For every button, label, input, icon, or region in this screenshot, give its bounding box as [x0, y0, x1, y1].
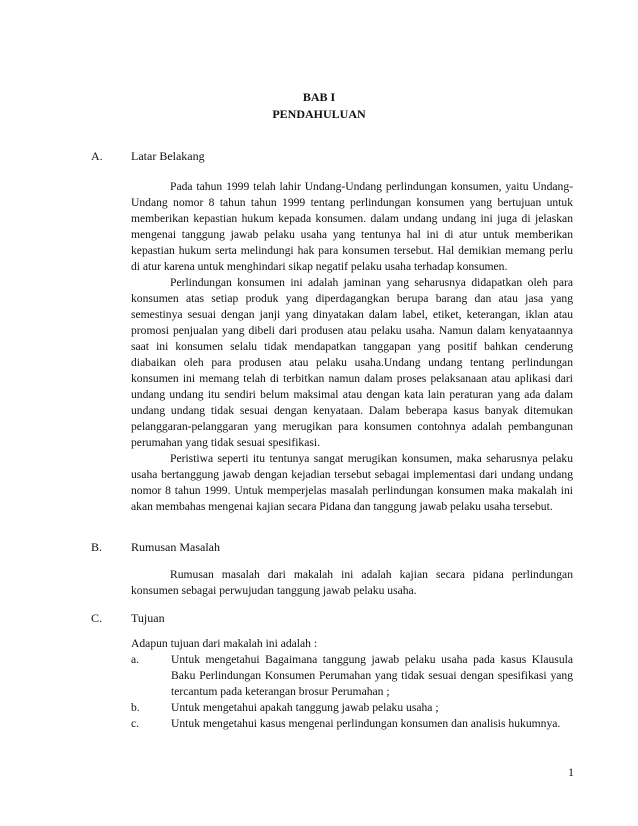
- section-c-letter: C.: [91, 611, 103, 625]
- section-c-intro-text: Adapun tujuan dari makalah ini adalah :: [131, 637, 318, 650]
- list-item: [131, 652, 573, 700]
- list-marker: c.: [131, 717, 140, 730]
- list-item-text: Untuk mengetahui kasus mengenai perlindungan konsumen dan analisis hukumnya.: [171, 717, 561, 730]
- section-a-paragraph-3: Peristiwa seperti itu tentunya sangat merugikan konsumen, maka seharusnya pelaku usaha bertanggung jawab dengan kejadian tersebut sebagai implementasi dari undang undang nomor 8 tahun 1999. Untuk memperjelas masalah perlindungan konsumen maka makalah ini akan membahas mengenai kajian secara Pidana dan tanggung jawab pelaku usaha tersebut.: [131, 452, 573, 513]
- section-a-paragraph-2: Perlindungan konsumen ini adalah jaminan yang seharusnya didapatkan oleh para konsumen atas setiap produk yang diperdagangkan berupa barang dan atau jasa yang semestinya sesuai dengan janji yang dinyatakan dalam label, etiket, keterangan, iklan atau promosi penjualan yang dibeli dari produsen atau pelaku usaha. Namun dalam kenyataannya saat ini konsumen selalu tidak mendapatkan tanggapan yang positif bahkan cenderung diabaikan oleh para produsen atau pelaku usaha.Undang undang tentang perlindungan konsumen ini memang telah di terbitkan namun dalam proses pelaksanaan atau aplikasi dari undang undang itu sendiri belum maksimal atau dengan kata lain peraturan yang ada dalam undang undang tidak sesuai dengan kenyataan. Dalam beberapa kasus banyak ditemukan pelanggaran-pelanggaran yang merugikan para konsumen contohnya adalah pembangunan perumahan yang tidak sesuai spesifikasi.: [131, 276, 573, 449]
- section-a-title: Latar Belakang: [131, 149, 205, 163]
- page-number: 1: [568, 765, 574, 779]
- section-b-title: Rumusan Masalah: [131, 540, 220, 554]
- list-item: [131, 700, 573, 716]
- list-item: [131, 716, 573, 732]
- chapter-number: BAB I: [302, 90, 336, 104]
- section-a-body: [131, 179, 573, 515]
- section-a-paragraph-1: Pada tahun 1999 telah lahir Undang-Undang perlindungan konsumen, yaitu Undang-Undang nomor 8 tahun tahun 1999 tentang perlindungan konsumen yang bertujuan untuk memberikan kepastian hukum kepada konsumen. dalam undang undang ini juga di jelaskan mengenai tanggung jawab pelaku usaha yang tentunya hal ini di atur untuk memberikan kepastian hukum serta melindungi hak para konsumen tersebut. Hal demikian memang perlu di atur karena untuk menghindari sikap negatif pelaku usaha terhadap konsumen.: [131, 180, 573, 273]
- section-b-body: [131, 567, 573, 599]
- section-b-paragraph-1: Rumusan masalah dari makalah ini adalah kajian secara pidana perlindungan konsumen sebagai perwujudan tanggung jawab pelaku usaha.: [131, 568, 573, 597]
- list-item-text: Untuk mengetahui apakah tanggung jawab pelaku usaha ;: [171, 701, 439, 714]
- list-marker: a.: [131, 653, 140, 666]
- list-marker: b.: [131, 701, 140, 714]
- section-a-letter: A.: [91, 149, 103, 163]
- list-item-text: Untuk mengetahui Bagaimana tanggung jawab pelaku usaha pada kasus Klausula Baku Perlindungan Konsumen Perumahan yang tidak sesuai dengan spesifikasi yang tercantum pada keterangan brosur Perumahan ;: [171, 653, 573, 698]
- section-b-letter: B.: [91, 540, 103, 554]
- section-c-intro: [131, 636, 573, 652]
- section-c-title: Tujuan: [131, 611, 165, 625]
- chapter-title: PENDAHULUAN: [272, 107, 366, 121]
